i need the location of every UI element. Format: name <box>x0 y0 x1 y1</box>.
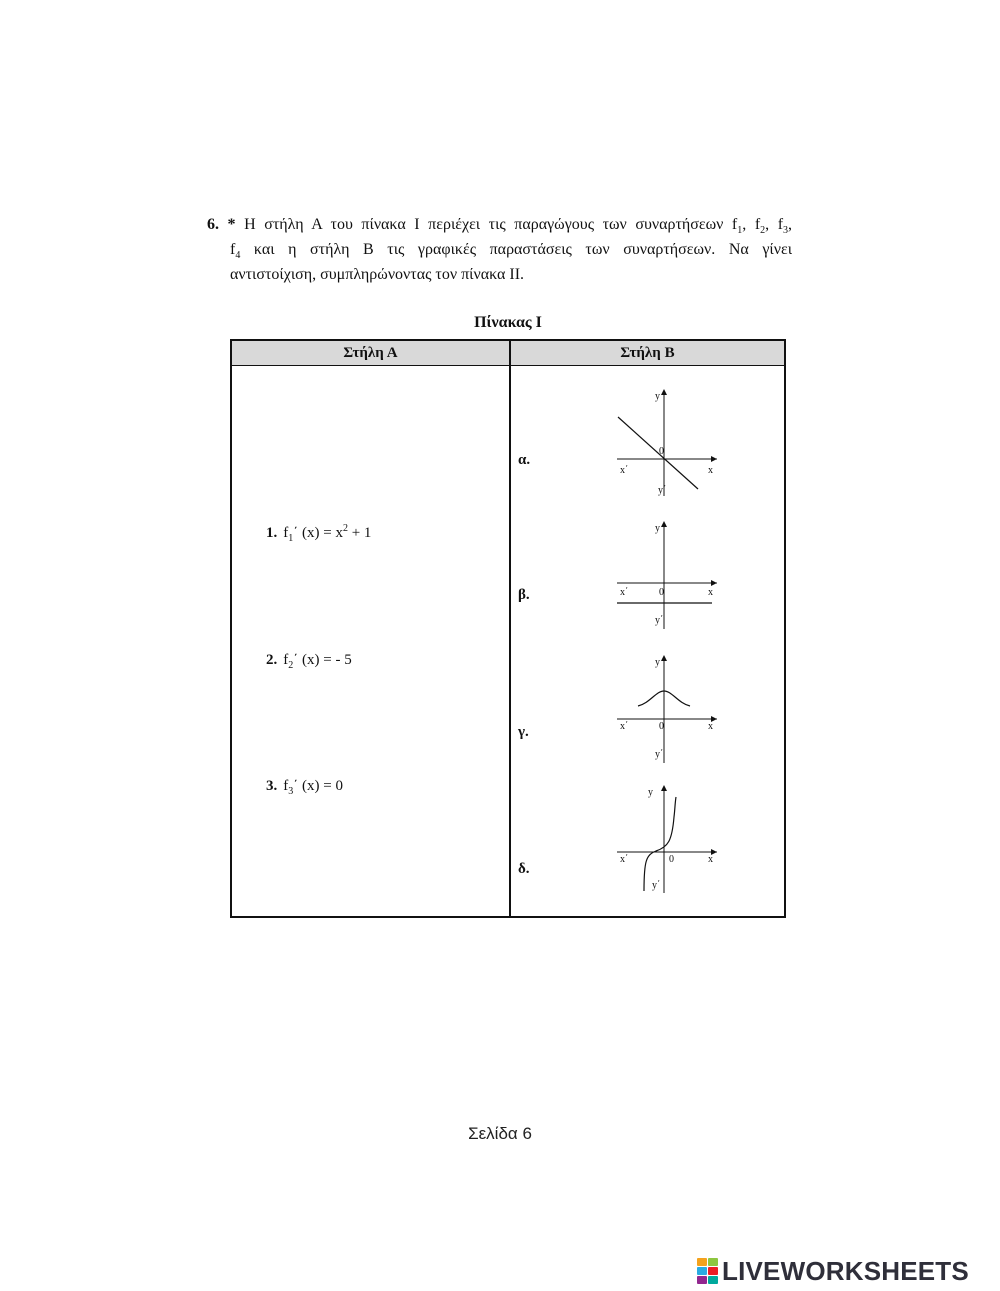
matching-table <box>230 339 786 918</box>
y-axis-label: y <box>655 391 660 402</box>
x-neg-axis-label: x΄ <box>620 587 629 598</box>
question-text <box>207 212 792 287</box>
horizontal-line-below-axis-graph <box>612 517 722 637</box>
question-number: 6. * <box>207 216 236 233</box>
function-item-1: 1. $f_1΄$ $(x) = x^2 + 1$ <box>266 523 372 544</box>
table-header <box>232 341 784 366</box>
option-label-c: γ. <box>518 724 529 740</box>
y-axis-label: y <box>655 523 660 534</box>
bell-curve-graph <box>612 651 722 771</box>
x-neg-axis-label: x΄ <box>620 854 629 865</box>
x-neg-axis-label: x΄ <box>620 465 629 476</box>
decreasing-line-graph <box>612 383 722 503</box>
origin-label: 0 <box>659 446 664 457</box>
origin-label: 0 <box>669 854 674 865</box>
y-axis-label: y <box>655 657 660 668</box>
y-neg-axis-label: y΄ <box>655 615 664 626</box>
logo-blocks-icon <box>697 1258 719 1284</box>
y-neg-axis-label: y΄ <box>652 880 661 891</box>
brand-name: LIVEWORKSHEETS <box>722 1255 969 1286</box>
question-line-3: αντιστοίχιση, συμπληρώνοντας τον πίνακα ΙΙ. <box>230 266 525 283</box>
x-axis-label: x <box>708 721 713 732</box>
x-neg-axis-label: x΄ <box>620 721 629 732</box>
table-title: Πίνακας Ι <box>474 314 542 331</box>
x-axis-label: x <box>708 587 713 598</box>
column-divider <box>509 341 511 916</box>
question-line-2: $f_4$ και η στήλη Β τις γραφικές παραστάσεις των συναρτήσεων. Να γίνει <box>230 241 792 262</box>
function-item-3: 3. $f_3΄$ (x) = 0 <box>266 778 343 797</box>
function-item-2: 2. $f_2΄$ (x) = - 5 <box>266 652 352 671</box>
origin-label: 0 <box>659 587 664 598</box>
y-axis-label: y <box>648 787 653 798</box>
cubic-curve-graph <box>612 781 722 901</box>
x-axis-label: x <box>708 854 713 865</box>
page-number: Σελίδα 6 <box>468 1124 532 1143</box>
y-neg-axis-label: y΄ <box>655 749 664 760</box>
option-label-b: β. <box>518 587 530 603</box>
option-label-d: δ. <box>518 861 530 877</box>
column-b-header: Στήλη Β <box>620 345 675 361</box>
x-axis-label: x <box>708 465 713 476</box>
y-neg-axis-label: y΄ <box>658 485 667 496</box>
question-line-1: 6. * Η στήλη Α του πίνακα Ι περιέχει τις παραγώγους των συναρτήσεων $f_1$, $f_2$, $f_3$, <box>207 216 793 237</box>
column-a-header: Στήλη Α <box>343 345 398 361</box>
origin-label: 0 <box>659 721 664 732</box>
option-label-a: α. <box>518 452 531 468</box>
liveworksheets-logo <box>697 1256 969 1286</box>
